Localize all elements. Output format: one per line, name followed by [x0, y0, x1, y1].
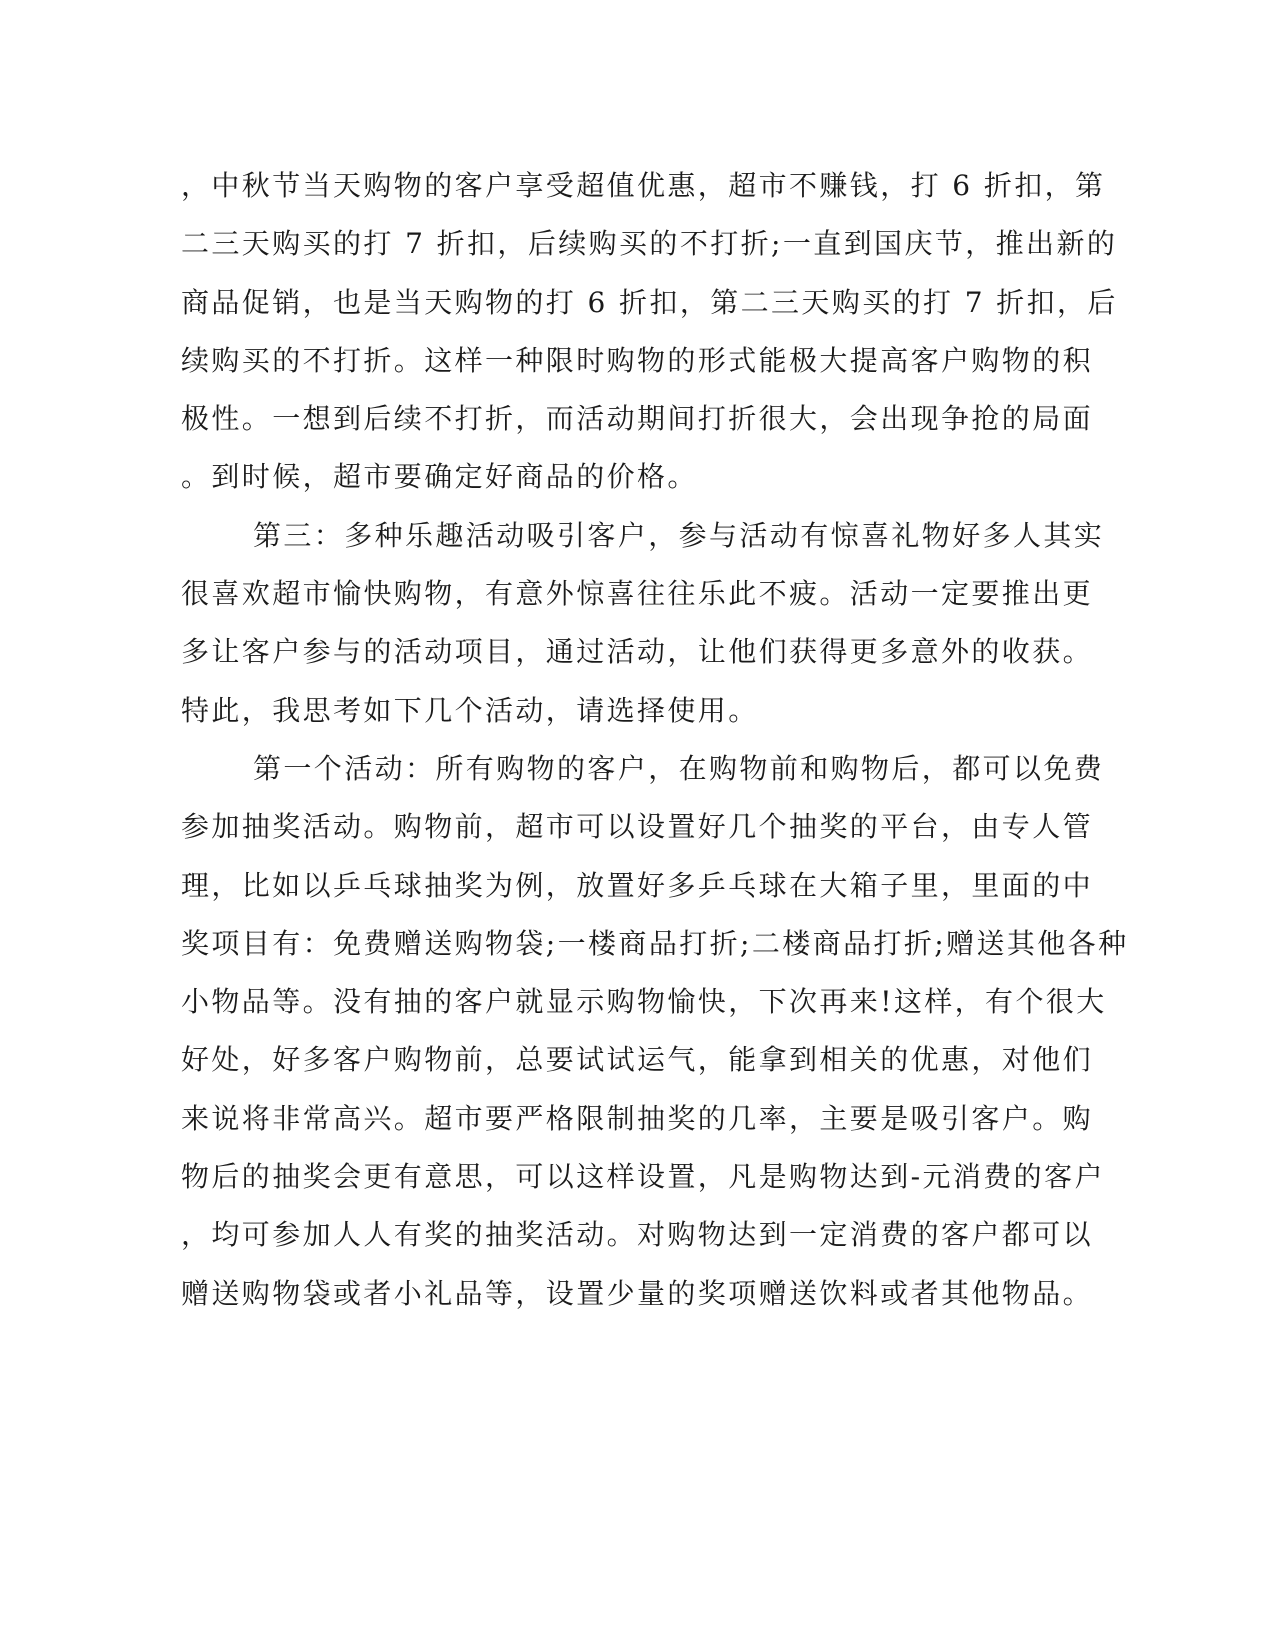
- text-line: 小物品等。没有抽的客户就显示购物愉快，下次再来!这样，有个很大: [181, 985, 1107, 1019]
- text-line: 续购买的不打折。这样一种限时购物的形式能极大提高客户购物的积: [181, 343, 1094, 377]
- text-line: 多让客户参与的活动项目，通过活动，让他们获得更多意外的收获。: [181, 635, 1094, 669]
- text-line: 。到时候，超市要确定好商品的价格。: [181, 460, 698, 494]
- text-line: 参加抽奖活动。购物前，超市可以设置好几个抽奖的平台，由专人管: [181, 810, 1094, 844]
- paragraph-first-activity-lottery: [181, 740, 1129, 1323]
- document-body: [181, 157, 1129, 1323]
- text-line: 来说将非常高兴。超市要严格限制抽奖的几率，主要是吸引客户。购: [181, 1101, 1094, 1135]
- text-line: 奖项目有：免费赠送购物袋;一楼商品打折;二楼商品打折;赠送其他各种: [181, 926, 1129, 960]
- text-line: 好处，好多客户购物前，总要试试运气，能拿到相关的优惠，对他们: [181, 1043, 1094, 1077]
- text-line: 第三：多种乐趣活动吸引客户，参与活动有惊喜礼物好多人其实: [253, 518, 1105, 552]
- text-line: 第一个活动：所有购物的客户，在购物前和购物后，都可以免费: [253, 751, 1105, 785]
- text-line: 商品促销，也是当天购物的打 6 折扣，第二三天购买的打 7 折扣，后: [181, 285, 1118, 319]
- text-line: 赠送购物袋或者小礼品等，设置少量的奖项赠送饮料或者其他物品。: [181, 1276, 1094, 1310]
- text-line: 理，比如以乒乓球抽奖为例，放置好多乒乓球在大箱子里，里面的中: [181, 868, 1094, 902]
- paragraph-third-fun-activities: [181, 507, 1105, 740]
- text-line: 极性。一想到后续不打折，而活动期间打折很大，会出现争抢的局面: [181, 402, 1094, 436]
- text-line: 物后的抽奖会更有意思，可以这样设置，凡是购物达到-元消费的客户: [181, 1160, 1105, 1194]
- text-line: 二三天购买的打 7 折扣，后续购买的不打折;一直到国庆节，推出新的: [181, 227, 1118, 261]
- text-line: 很喜欢超市愉快购物，有意外惊喜往往乐此不疲。活动一定要推出更: [181, 577, 1094, 611]
- paragraph-mid-autumn-discount: [181, 157, 1118, 507]
- text-line: ，中秋节当天购物的客户享受超值优惠，超市不赚钱，打 6 折扣，第: [181, 169, 1106, 202]
- text-line: ，均可参加人人有奖的抽奖活动。对购物达到一定消费的客户都可以: [181, 1218, 1094, 1252]
- text-line: 特此，我思考如下几个活动，请选择使用。: [181, 693, 759, 727]
